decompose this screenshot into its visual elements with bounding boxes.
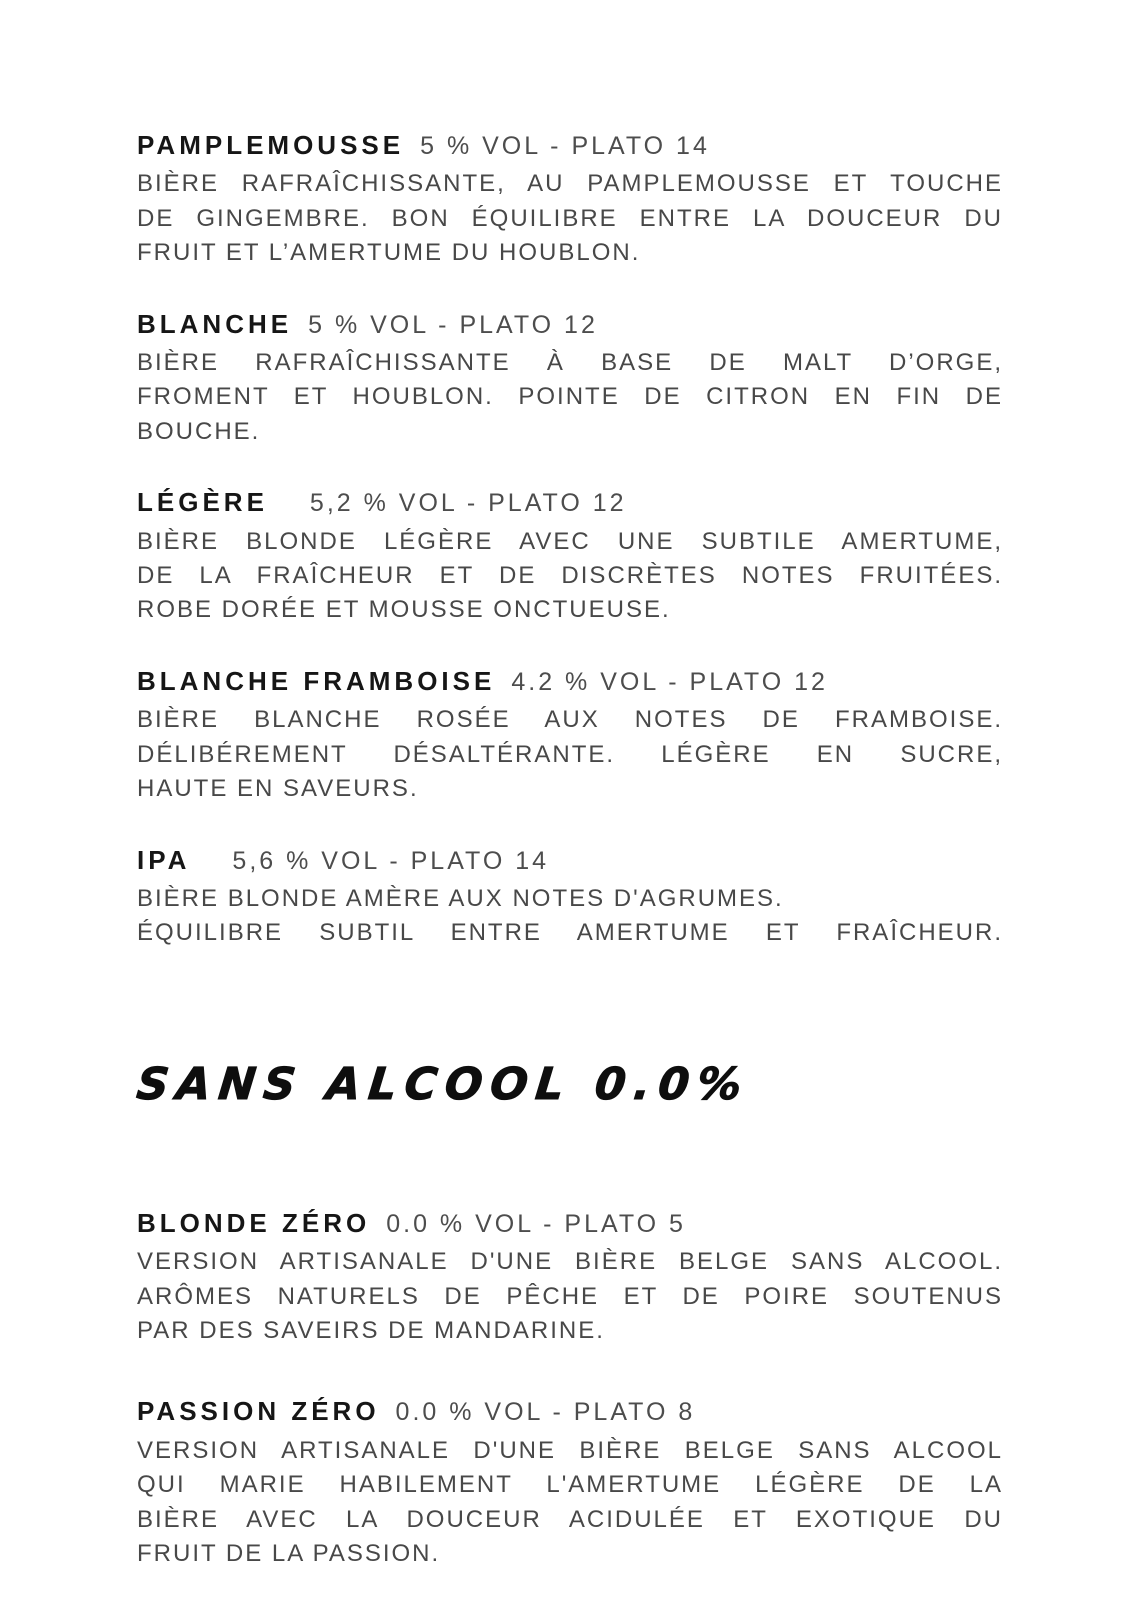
beer-title — [137, 664, 1003, 703]
beer-description-line: BIÈRE BLONDE LÉGÈRE AVEC UNE SUBTILE AMERTUME, — [137, 527, 1003, 555]
beer-description-line: ÉQUILIBRE SUBTIL ENTRE AMERTUME ET FRAÎCHEUR. — [137, 919, 1003, 947]
beer-title — [137, 128, 1003, 167]
beer-description — [137, 703, 1003, 806]
beer-description-line: ARÔMES NATURELS DE PÊCHE ET DE POIRE SOUTENUS — [137, 1282, 1003, 1310]
beer-stats: 0.0 % VOL - PLATO 8 — [395, 1398, 696, 1427]
beer-title — [137, 1206, 1003, 1245]
beer-name: PAMPLEMOUSSE — [137, 130, 405, 160]
beer-description-line: VERSION ARTISANALE D'UNE BIÈRE BELGE SANS ALCOOL — [137, 1436, 1003, 1464]
beer-description-line: BOUCHE. — [137, 417, 261, 445]
beer-title — [137, 485, 1003, 524]
beer-stats: 5,2 % VOL - PLATO 12 — [309, 489, 627, 518]
beer-section-legere — [137, 485, 1003, 628]
sans-alcool-heading: SANS ALCOOL 0.0% — [134, 1058, 752, 1110]
beer-description-line: FRUIT ET L’AMERTUME DU HOUBLON. — [137, 239, 641, 267]
beer-description — [137, 346, 1003, 449]
beer-description-line: DÉLIBÉREMENT DÉSALTÉRANTE. LÉGÈRE EN SUCRE, — [137, 740, 1003, 768]
beer-description-line: HAUTE EN SAVEURS. — [137, 775, 419, 803]
beer-stats: 5,6 % VOL - PLATO 14 — [232, 846, 550, 875]
beer-name: BLANCHE FRAMBOISE — [137, 665, 496, 696]
beer-stats: 5 % VOL - PLATO 14 — [420, 132, 710, 160]
beer-description-line: VERSION ARTISANALE D'UNE BIÈRE BELGE SANS ALCOOL. — [137, 1248, 1003, 1276]
beer-description-line: QUI MARIE HABILEMENT L'AMERTUME LÉGÈRE DE LA — [137, 1471, 1003, 1499]
beer-description — [137, 882, 1003, 951]
beer-section-blonde-zero — [137, 1206, 1003, 1349]
beer-description-line: PAR DES SAVEIRS DE MANDARINE. — [137, 1316, 605, 1344]
beer-title — [137, 1394, 1003, 1433]
beer-description-line: BIÈRE AVEC LA DOUCEUR ACIDULÉE ET EXOTIQUE DU — [137, 1505, 1003, 1533]
beer-name: LÉGÈRE — [137, 487, 268, 518]
beer-description — [137, 1245, 1003, 1348]
beer-title — [137, 307, 1003, 346]
beer-stats: 4.2 % VOL - PLATO 12 — [511, 667, 828, 696]
beer-description-line: ROBE DORÉE ET MOUSSE ONCTUEUSE. — [137, 596, 671, 624]
beer-description-line: FRUIT DE LA PASSION. — [137, 1539, 441, 1567]
beer-description-line: FROMENT ET HOUBLON. POINTE DE CITRON EN FIN DE — [137, 383, 1003, 411]
beer-name: BLONDE ZÉRO — [137, 1207, 371, 1238]
beer-stats: 5 % VOL - PLATO 12 — [308, 310, 598, 339]
menu-content — [134, 0, 1003, 1571]
beer-description — [137, 167, 1003, 270]
beer-description-line: DE GINGEMBRE. BON ÉQUILIBRE ENTRE LA DOUCEUR DU — [137, 204, 1003, 232]
beer-name: IPA — [137, 844, 191, 875]
beer-section-blanche — [137, 307, 1003, 450]
beer-section-blanche-framboise — [137, 664, 1003, 807]
beer-section-pamplemousse — [137, 128, 1003, 271]
beer-section-ipa — [137, 843, 1003, 951]
beer-description-line: BIÈRE RAFRAÎCHISSANTE À BASE DE MALT D’ORGE, — [137, 349, 1003, 377]
beer-description-line: BIÈRE RAFRAÎCHISSANTE, AU PAMPLEMOUSSE ET TOUCHE — [137, 170, 1003, 198]
beer-description — [137, 1434, 1003, 1572]
beer-description — [137, 525, 1003, 628]
beer-title — [137, 843, 1003, 882]
beer-description-line: BIÈRE BLONDE AMÈRE AUX NOTES D'AGRUMES. — [137, 884, 784, 912]
beer-name: PASSION ZÉRO — [137, 1396, 380, 1427]
beer-section-passion-zero — [137, 1394, 1003, 1571]
beer-stats: 0.0 % VOL - PLATO 5 — [386, 1209, 686, 1238]
beer-description-line: BIÈRE BLANCHE ROSÉE AUX NOTES DE FRAMBOISE. — [137, 706, 1003, 734]
beer-description-line: DE LA FRAÎCHEUR ET DE DISCRÈTES NOTES FRUITÉES. — [137, 562, 1003, 590]
beer-name: BLANCHE — [137, 308, 293, 339]
